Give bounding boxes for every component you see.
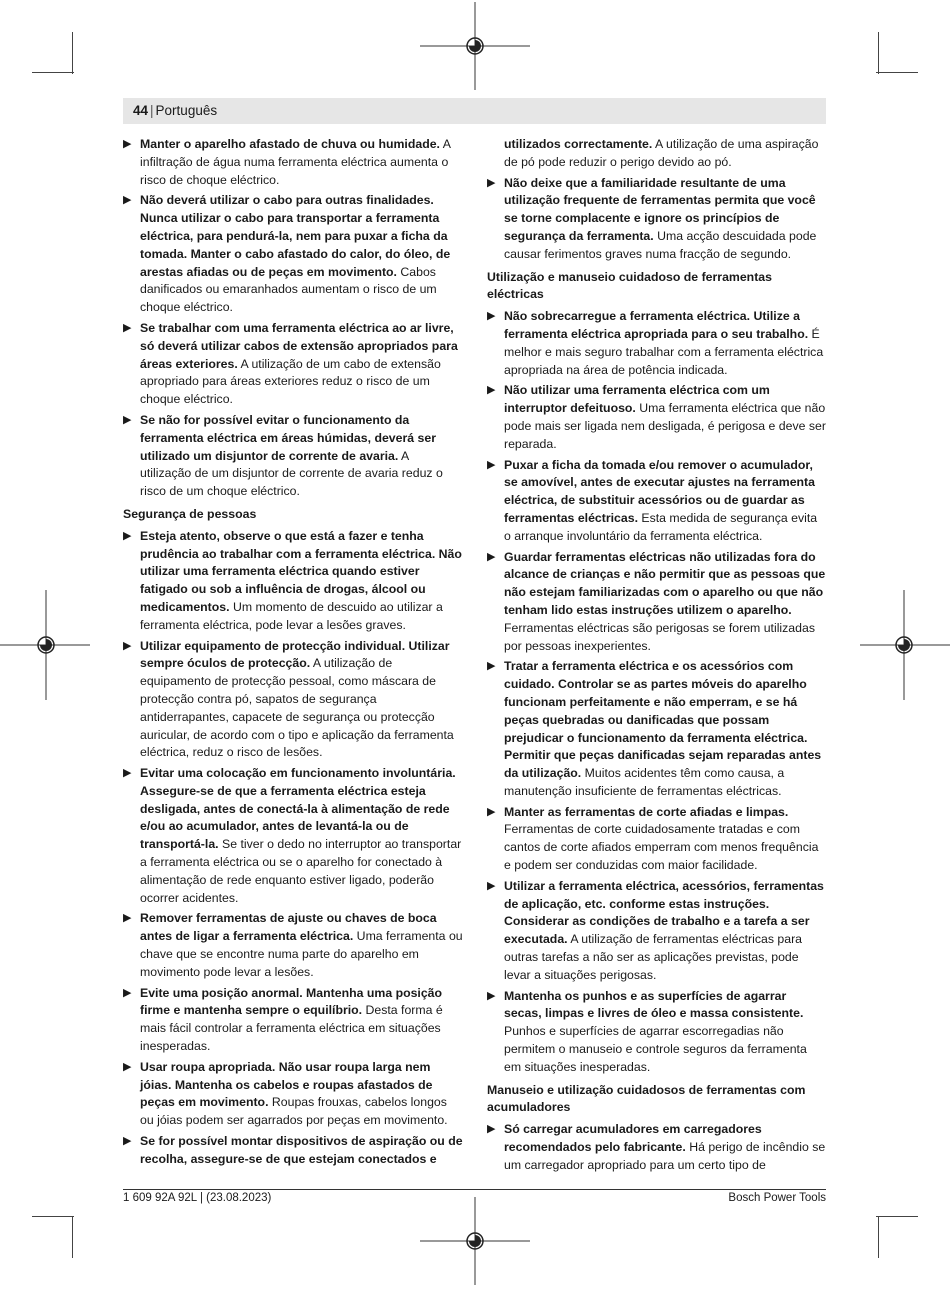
list-item (123, 985, 463, 1056)
crop-mark (72, 32, 73, 74)
item-explanation: A utilização de equipamento de protecção pessoal, como máscara de protecção contra pó, sapatos de segurança antiderrapantes, capacete de segurança ou protecção auricular, de acordo com o tipo e aplicação da ferramenta eléctrica, reduz o risco de lesões. (140, 656, 454, 760)
footer-doc-ref: 1 609 92A 92L | (23.08.2023) (123, 1192, 272, 1204)
item-instruction: Mantenha os punhos e as superfícies de agarrar secas, limpas e livres de óleo e massa consistente. (504, 988, 804, 1021)
item-instruction: Só carregar acumuladores em carregadores recomendados pelo fabricante. (504, 1122, 762, 1155)
item-explanation: Desta forma é mais fácil controlar a ferramenta eléctrica em situações inesperadas. (140, 1003, 443, 1054)
item-explanation: É melhor e mais seguro trabalhar com a ferramenta eléctrica apropriada na área de potência indicada. (504, 326, 824, 377)
footer-brand: Bosch Power Tools (728, 1192, 826, 1204)
crop-mark (878, 1216, 879, 1258)
list-item-continued (487, 136, 827, 172)
list-item (487, 382, 827, 453)
bullet-arrow-icon: ▶ (123, 138, 132, 150)
list-item (487, 878, 827, 985)
bullet-arrow-icon: ▶ (487, 989, 496, 1002)
item-explanation: A infiltração de água numa ferramenta eléctrica aumenta o risco de choque eléctrico. (140, 137, 451, 187)
item-explanation: Muitos acidentes têm como causa, a manutenção insuficiente de ferramentas eléctricas. (504, 766, 785, 798)
list-item (123, 136, 463, 189)
bullet-arrow-icon: ▶ (123, 1060, 132, 1073)
item-instruction: Não sobrecarregue a ferramenta eléctrica. Utilize a ferramenta eléctrica apropriada para o seu trabalho. (504, 309, 809, 341)
bullet-arrow-icon: ▶ (123, 194, 132, 207)
bullet-arrow-icon: ▶ (487, 1123, 496, 1136)
bullet-arrow-icon: ▶ (123, 639, 132, 652)
crop-mark (878, 32, 879, 74)
bullet-arrow-icon: ▶ (487, 550, 496, 563)
crop-mark (32, 72, 74, 73)
item-instruction: Tratar a ferramenta eléctrica e os acessórios com cuidado. Controlar se as partes móveis do aparelho funcionam perfeitamente e não emperram, e se há peças quebradas ou danificadas que possam prejudicar o funcionamento da ferramenta eléctrica. Permitir que peças danificadas sejam reparadas antes da utilização. (504, 659, 822, 781)
item-explanation: Uma acção descuidada pode causar ferimentos graves numa fracção de segundo. (504, 228, 817, 261)
item-instruction: Não deixe que a familiaridade resultante de uma utilização frequente de ferramentas permita que você se torne complacente e ignore os princípios de segurança da ferramenta. (504, 175, 816, 243)
item-instruction: Se for possível montar dispositivos de aspiração ou de recolha, assegure-se de que estejam conectados e (140, 1134, 463, 1166)
section-heading: Segurança de pessoas (123, 506, 257, 521)
item-explanation: Se tiver o dedo no interruptor ao transportar a ferramenta eléctrica ou se o aparelho for conectado à alimentação de rede enquanto estiver ligado, poderão ocorrer acidentes. (140, 837, 462, 905)
list-item (487, 457, 827, 546)
item-instruction: Manter as ferramentas de corte afiadas e limpas. (504, 804, 789, 819)
crop-mark (876, 1216, 918, 1217)
bullet-arrow-icon: ▶ (487, 805, 496, 818)
bullet-arrow-icon: ▶ (123, 413, 132, 426)
item-instruction: Utilizar equipamento de protecção individual. Utilizar sempre óculos de protecção. (140, 638, 450, 671)
item-instruction: Não deverá utilizar o cabo para outras finalidades. Nunca utilizar o cabo para transportar a ferramenta eléctrica, para pendurá-la, nem para puxar a ficha da tomada. Manter o cabo afastado do calor, do óleo, de arestas afiadas ou de peças em movimento. (140, 193, 451, 279)
bullet-arrow-icon: ▶ (123, 986, 132, 999)
left-column (123, 136, 463, 1172)
bullet-arrow-icon: ▶ (487, 310, 496, 323)
item-explanation: Esta medida de segurança evita o arranque involuntário da ferramenta eléctrica. (504, 510, 818, 543)
crop-mark (72, 1216, 73, 1258)
item-explanation: Uma ferramenta ou chave que se encontre numa parte do aparelho em movimento pode levar a lesões. (140, 929, 463, 979)
item-explanation: Punhos e superfícies de agarrar escorregadias não permitem o manuseio e controle seguros da ferramenta em situações inesperadas. (504, 1024, 807, 1074)
bullet-arrow-icon: ▶ (123, 529, 132, 542)
item-explanation: Ferramentas eléctricas são perigosas se forem utilizadas por pessoas inexperientes. (504, 620, 815, 653)
item-explanation: A utilização de uma aspiração de pó pode reduzir o perigo devido ao pó. (504, 137, 819, 169)
header-language: Português (155, 103, 218, 118)
list-item (487, 658, 827, 800)
list-item (487, 549, 827, 656)
registration-mark-left (0, 590, 90, 700)
list-item (487, 1121, 827, 1174)
item-explanation: A utilização de ferramentas eléctricas para outras tarefas a não ser as aplicações previstas, pode levar a situações perigosas. (504, 932, 803, 982)
item-instruction: Evitar uma colocação em funcionamento involuntária. Assegure-se de que a ferramenta eléctrica esteja desligada, antes de conectá-la à alimentação de rede e/ou ao acumulador, antes de levantá-la ou de transportá-la. (140, 766, 456, 852)
list-item (123, 765, 463, 907)
item-explanation: Um momento de descuido ao utilizar a ferramenta eléctrica, pode levar a lesões graves. (140, 599, 443, 632)
item-instruction: utilizados correctamente. (504, 137, 653, 151)
list-item (487, 308, 827, 379)
item-explanation: Cabos danificados ou emaranhados aumentam o risco de um choque eléctrico. (140, 264, 437, 315)
list-item (123, 1059, 463, 1130)
list-item (123, 320, 463, 409)
bullet-arrow-icon: ▶ (487, 176, 496, 189)
list-item (123, 528, 463, 635)
item-instruction: Remover ferramentas de ajuste ou chaves de boca antes de ligar a ferramenta eléctrica. (140, 911, 437, 944)
list-item (123, 1133, 463, 1169)
item-instruction: Manter o aparelho afastado de chuva ou humidade. (140, 137, 440, 151)
item-explanation: A utilização de um cabo de extensão apropriado para áreas exteriores reduz o risco de um choque eléctrico. (140, 356, 441, 407)
item-instruction: Utilizar a ferramenta eléctrica, acessórios, ferramentas de aplicação, etc. conforme estas instruções. Considerar as condições de trabalho e a tarefa a ser executada. (504, 878, 824, 947)
registration-mark-right (860, 590, 950, 700)
bullet-arrow-icon: ▶ (123, 1135, 132, 1148)
item-instruction: Esteja atento, observe o que está a fazer e tenha prudência ao trabalhar com a ferramenta eléctrica. Não utilizar uma ferramenta eléctrica quando estiver fatigado ou sob a influência de drogas, álcool ou medicamentos. (140, 528, 462, 614)
bullet-arrow-icon: ▶ (487, 660, 496, 673)
list-item (487, 804, 827, 875)
section-heading: Utilização e manuseio cuidadoso de ferramentas eléctricas (487, 269, 772, 302)
bullet-arrow-icon: ▶ (123, 321, 132, 334)
section-heading: Manuseio e utilização cuidadosos de ferramentas com acumuladores (487, 1082, 806, 1115)
item-explanation: A utilização de um disjuntor de corrente de avaria reduz o risco de um choque eléctrico. (140, 448, 443, 499)
item-explanation: Uma ferramenta eléctrica que não pode mais ser ligada nem desligada, é perigosa e deve ser reparada. (504, 401, 826, 451)
header-separator: | (150, 103, 154, 118)
item-explanation: Há perigo de incêndio se um carregador apropriado para um certo tipo de (504, 1140, 826, 1172)
list-item (123, 412, 463, 501)
item-explanation: Ferramentas de corte cuidadosamente tratadas e com cantos de corte afiados emperram com menos frequência e podem ser conduzidas com maior facilidade. (504, 822, 819, 873)
page-number: 44 (133, 103, 149, 118)
footer-rule (123, 1189, 826, 1190)
registration-mark-top (420, 2, 530, 92)
item-explanation: Roupas frouxas, cabelos longos ou jóias podem ser agarrados por peças em movimento. (140, 1095, 448, 1128)
item-instruction: Usar roupa apropriada. Não usar roupa larga nem jóias. Mantenha os cabelos e roupas afastados de peças em movimento. (140, 1059, 433, 1110)
registration-mark-bottom (420, 1197, 530, 1287)
bullet-arrow-icon: ▶ (123, 912, 132, 925)
item-instruction: Puxar a ficha da tomada e/ou remover o acumulador, se amovível, antes de executar ajustes na ferramenta eléctrica, de substituir acessórios ou de guardar as ferramentas eléctricas. (504, 457, 815, 525)
list-item (123, 910, 463, 981)
page-header (123, 98, 826, 124)
list-item (123, 638, 463, 763)
list-item (487, 988, 827, 1077)
list-item (123, 192, 463, 317)
bullet-arrow-icon: ▶ (487, 458, 496, 471)
item-instruction: Se não for possível evitar o funcionamento da ferramenta eléctrica em áreas húmidas, deverá ser utilizado um disjuntor de corrente de avaria. (140, 412, 436, 463)
item-instruction: Guardar ferramentas eléctricas não utilizadas fora do alcance de crianças e não permitir que as pessoas que não estejam familiarizadas com o aparelho ou que não tenham lido estas instruções utilizem o aparelho. (504, 549, 826, 617)
item-instruction: Se trabalhar com uma ferramenta eléctrica ao ar livre, só deverá utilizar cabos de extensão apropriados para áreas exteriores. (140, 320, 458, 371)
item-instruction: Não utilizar uma ferramenta eléctrica com um interruptor defeituoso. (504, 383, 770, 416)
item-instruction: Evite uma posição anormal. Mantenha uma posição firme e mantenha sempre o equilíbrio. (140, 985, 443, 1018)
bullet-arrow-icon: ▶ (487, 879, 496, 892)
bullet-arrow-icon: ▶ (123, 767, 132, 780)
right-column (487, 136, 827, 1178)
list-item (487, 175, 827, 264)
crop-mark (32, 1216, 74, 1217)
crop-mark (876, 72, 918, 73)
bullet-arrow-icon: ▶ (487, 384, 496, 397)
